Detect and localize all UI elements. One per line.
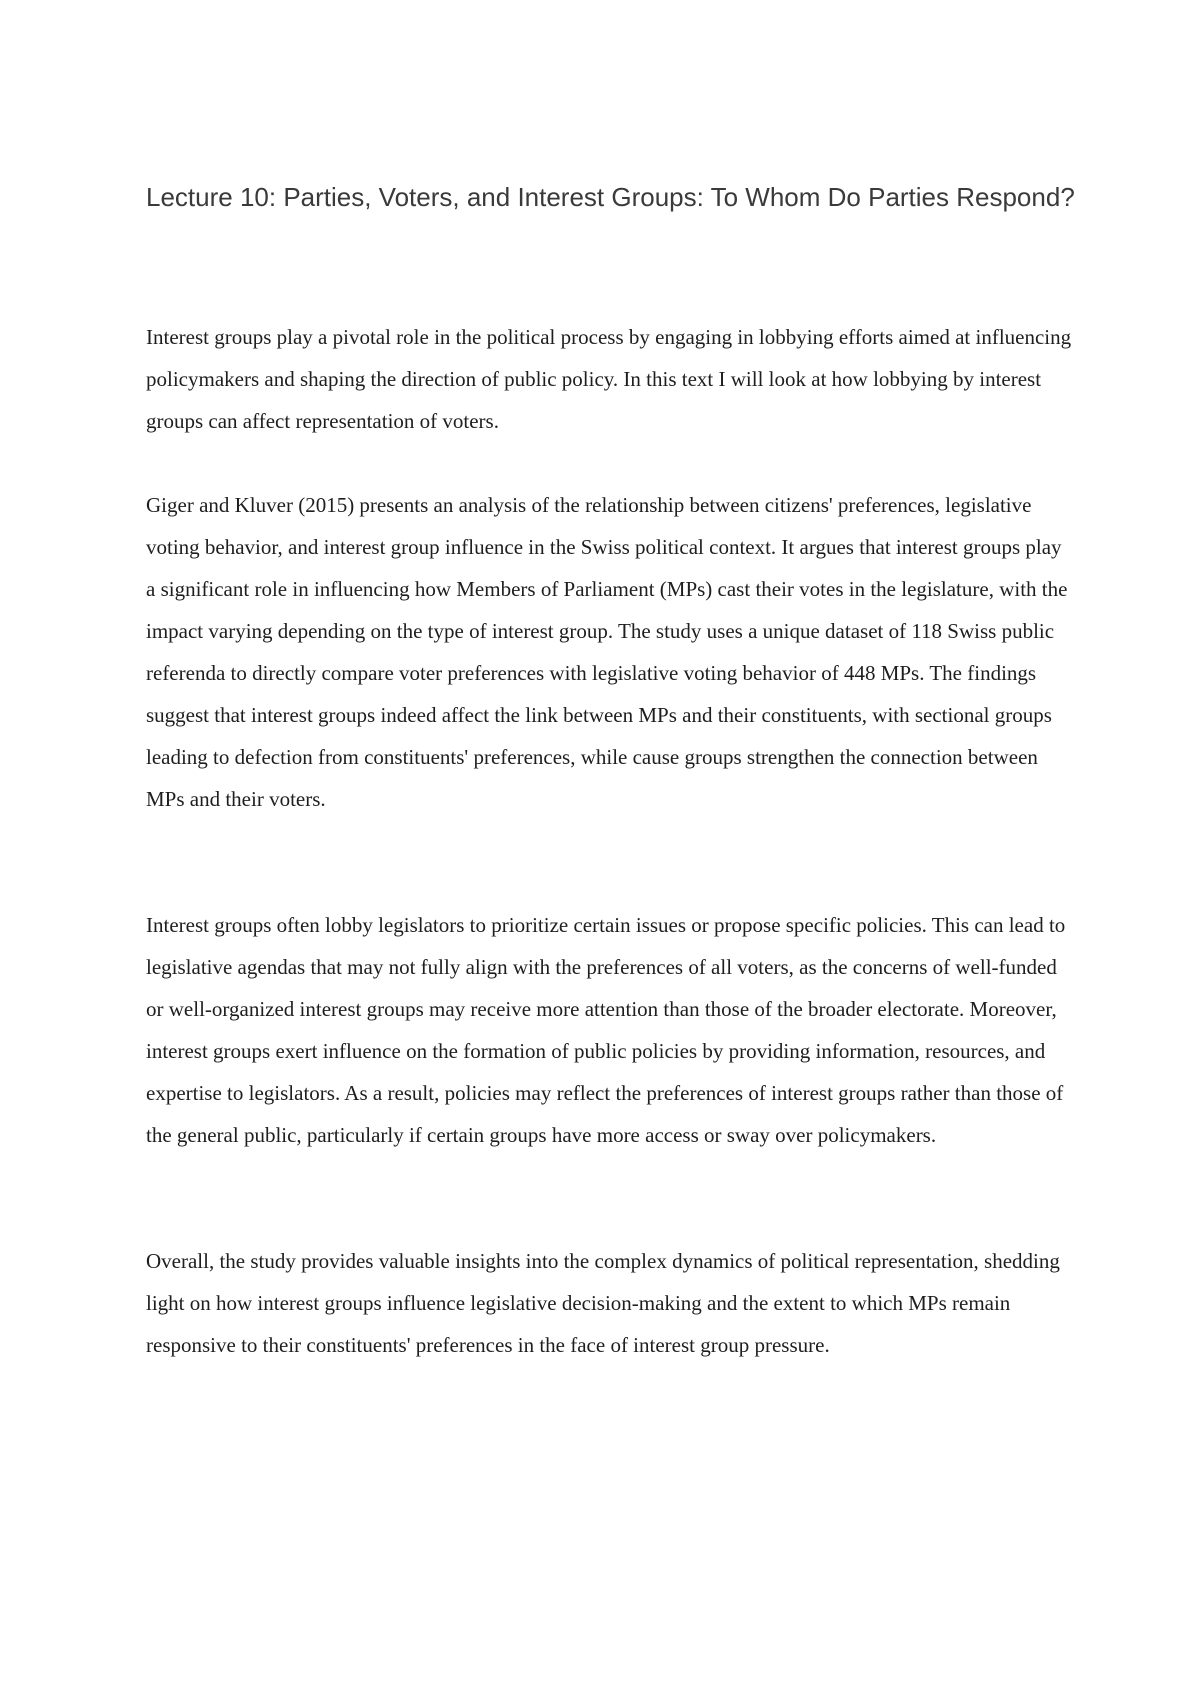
document-title: Lecture 10: Parties, Voters, and Interest Groups: To Whom Do Parties Respond? xyxy=(146,182,1075,212)
paragraph-intro: Interest groups play a pivotal role in the political process by engaging in lobbying efforts aimed at influencing policymakers and shaping the direction of public policy. In this text I will look at how lobbying by interest groups can affect representation of voters. xyxy=(146,325,1072,433)
paragraph-conclusion: Overall, the study provides valuable insights into the complex dynamics of political representation, shedding light on how interest groups influence legislative decision-making and the extent to which MPs remain responsive to their constituents' preferences in the face of interest group pressure. xyxy=(146,1249,1060,1357)
paragraph-giger-kluver: Giger and Kluver (2015) presents an analysis of the relationship between citizens' preferences, legislative voting behavior, and interest group influence in the Swiss political context. It argues that interest groups play a significant role in influencing how Members of Parliament (MPs) cast their votes in the legislature, with the impact varying depending on the type of interest group. The study uses a unique dataset of 118 Swiss public referenda to directly compare voter preferences with legislative voting behavior of 448 MPs. The findings suggest that interest groups indeed affect the link between MPs and their constituents, with sectional groups leading to defection from constituents' preferences, while cause groups strengthen the connection between MPs and their voters. xyxy=(146,493,1068,811)
paragraph-lobbying-effects: Interest groups often lobby legislators to prioritize certain issues or propose specific policies. This can lead to legislative agendas that may not fully align with the preferences of all voters, as the concerns of well-funded or well-organized interest groups may receive more attention than those of the broader electorate. Moreover, interest groups exert influence on the formation of public policies by providing information, resources, and expertise to legislators. As a result, policies may reflect the preferences of interest groups rather than those of the general public, particularly if certain groups have more access or sway over policymakers. xyxy=(146,913,1066,1147)
